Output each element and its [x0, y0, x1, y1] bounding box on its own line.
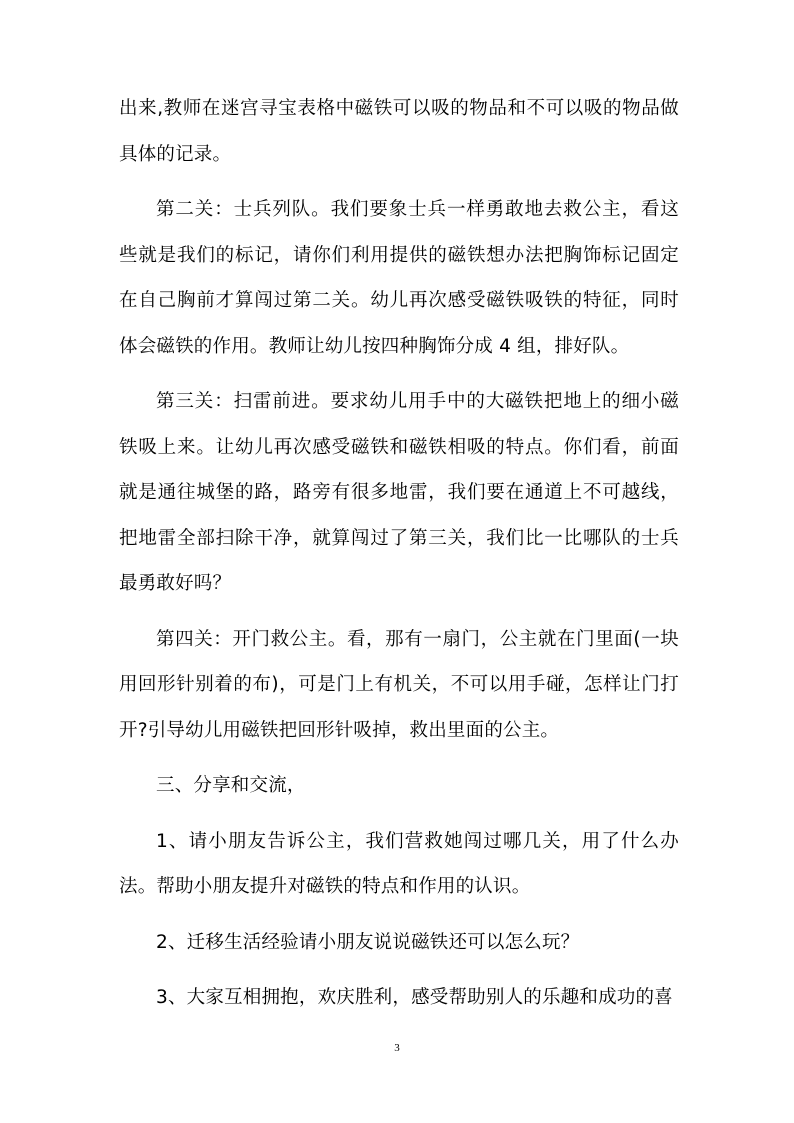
page-number: 3 — [394, 1042, 400, 1054]
document-body — [119, 86, 679, 1031]
list-item-3: 3、大家互相拥抱，欢庆胜利，感受帮助别人的乐趣和成功的喜 — [156, 987, 673, 1008]
paragraph-level-two: 第二关：士兵列队。我们要象士兵一样勇敢地去救公主，看这些就是我们的标记，请你们利用提供的磁铁想办法把胸饰标记固定在自己胸前才算闯过第二关。幼儿再次感受磁铁吸铁的特征，同时体会磁铁的作用。教师让幼儿按四种胸饰分成 4 组，排好队。 — [119, 199, 679, 357]
paragraph-level-four: 第四关：开门救公主。看，那有一扇门，公主就在门里面(一块用回形针别着的布)，可是门上有机关，不可以用手碰，怎样让门打开?引导幼儿用磁铁把回形针吸掉，救出里面的公主。 — [119, 628, 679, 741]
paragraph-level-three: 第三关：扫雷前进。要求幼儿用手中的大磁铁把地上的细小磁铁吸上来。让幼儿再次感受磁铁和磁铁相吸的特点。你们看，前面就是通往城堡的路，路旁有很多地雷，我们要在通道上不可越线，把地雷全部扫除干净，就算闯过了第三关，我们比一比哪队的士兵最勇敢好吗？ — [119, 391, 679, 594]
list-item-1: 1、请小朋友告诉公主，我们营救她闯过哪几关，用了什么办法。帮助小朋友提升对磁铁的特点和作用的认识。 — [119, 830, 679, 897]
list-item-2: 2、迁移生活经验请小朋友说说磁铁还可以怎么玩？ — [156, 931, 580, 953]
paragraph-continuation: 出来,教师在迷宫寻宝表格中磁铁可以吸的物品和不可以吸的物品做具体的记录。 — [119, 98, 679, 165]
section-heading-share: 三、分享和交流， — [156, 775, 306, 796]
